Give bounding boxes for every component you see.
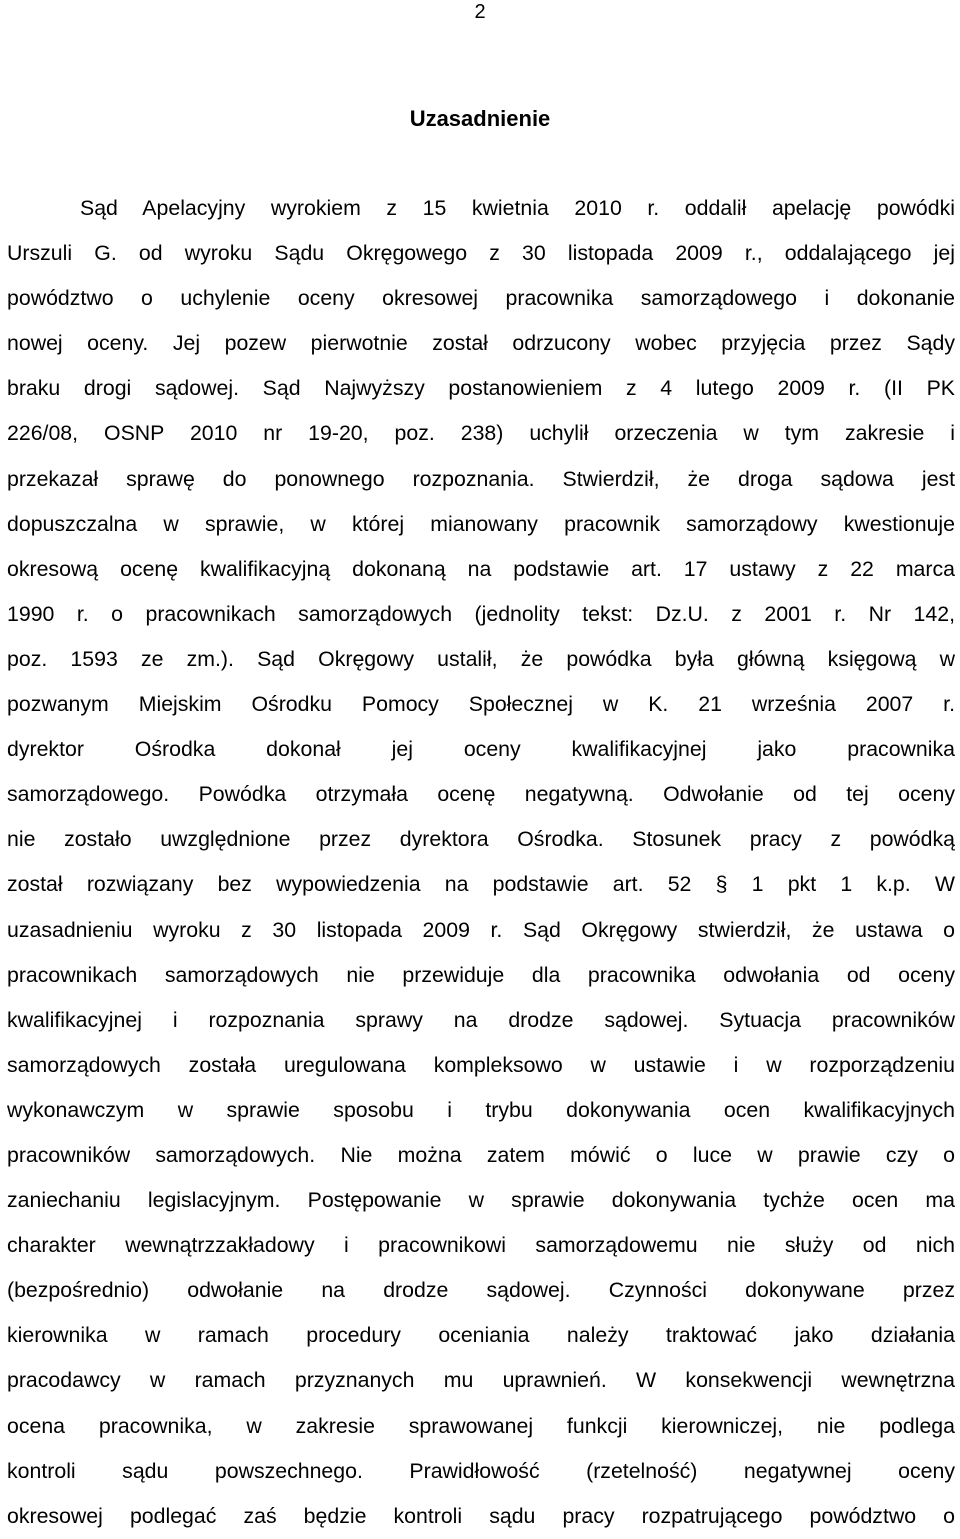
paragraph-line: został rozwiązany bez wypowiedzenia na podstawie art. 52 § 1 pkt 1 k.p. W bbox=[7, 872, 955, 897]
paragraph-line: (bezpośrednio) odwołanie na drodze sądowej. Czynności dokonywane przez bbox=[7, 1278, 955, 1303]
paragraph-line: pracowników samorządowych. Nie można zatem mówić o luce w prawie czy o bbox=[7, 1142, 955, 1167]
paragraph-line: Urszuli G. od wyroku Sądu Okręgowego z 30 listopada 2009 r., oddalającego jej bbox=[7, 241, 955, 266]
paragraph-line: pozwanym Miejskim Ośrodku Pomocy Społecznej w K. 21 września 2007 r. bbox=[7, 692, 955, 717]
paragraph-line: samorządowego. Powódka otrzymała ocenę negatywną. Odwołanie od tej oceny bbox=[7, 782, 955, 807]
paragraph-line: braku drogi sądowej. Sąd Najwyższy postanowieniem z 4 lutego 2009 r. (II PK bbox=[7, 376, 955, 401]
paragraph-line: pracownikach samorządowych nie przewiduje dla pracownika odwołania od oceny bbox=[7, 962, 955, 987]
document-title: Uzasadnienie bbox=[409, 106, 551, 131]
paragraph-line: 1990 r. o pracownikach samorządowych (jednolity tekst: Dz.U. z 2001 r. Nr 142, bbox=[7, 601, 955, 626]
paragraph-line: powództwo o uchylenie oceny okresowej pracownika samorządowego i dokonanie bbox=[7, 286, 955, 311]
page-number: 2 bbox=[474, 1, 486, 23]
paragraph-line: dopuszczalna w sprawie, w której mianowany pracownik samorządowy kwestionuje bbox=[7, 511, 955, 536]
paragraph-line: uzasadnieniu wyroku z 30 listopada 2009 r. Sąd Okręgowy stwierdził, że ustawa o bbox=[7, 917, 955, 942]
paragraph-line: pracodawcy w ramach przyznanych mu uprawnień. W konsekwencji wewnętrzna bbox=[7, 1368, 955, 1393]
paragraph-line: nowej oceny. Jej pozew pierwotnie został odrzucony wobec przyjęcia przez Sądy bbox=[7, 331, 955, 356]
paragraph-line: kwalifikacyjnej i rozpoznania sprawy na drodze sądowej. Sytuacja pracowników bbox=[7, 1007, 955, 1032]
paragraph-line: Sąd Apelacyjny wyrokiem z 15 kwietnia 2010 r. oddalił apelację powódki bbox=[80, 196, 955, 220]
paragraph-line: ocena pracownika, w zakresie sprawowanej funkcji kierowniczej, nie podlega bbox=[7, 1413, 955, 1438]
paragraph-line: poz. 1593 ze zm.). Sąd Okręgowy ustalił, że powódka była główną księgową w bbox=[7, 646, 955, 671]
paragraph-line: nie zostało uwzględnione przez dyrektora Ośrodka. Stosunek pracy z powódką bbox=[7, 827, 955, 852]
paragraph-line: kierownika w ramach procedury oceniania należy traktować jako działania bbox=[7, 1323, 955, 1348]
paragraph-line: okresową ocenę kwalifikacyjną dokonaną na podstawie art. 17 ustawy z 22 marca bbox=[7, 556, 955, 581]
paragraph-line: charakter wewnątrzzakładowy i pracownikowi samorządowemu nie służy od nich bbox=[7, 1233, 955, 1258]
paragraph-line: okresowej podlegać zaś będzie kontroli sądu pracy rozpatrującego powództwo o bbox=[7, 1503, 955, 1528]
paragraph-line: 226/08, OSNP 2010 nr 19-20, poz. 238) uchylił orzeczenia w tym zakresie i bbox=[7, 421, 955, 446]
paragraph-line: wykonawczym w sprawie sposobu i trybu dokonywania ocen kwalifikacyjnych bbox=[7, 1097, 955, 1122]
justification-paragraph bbox=[7, 186, 955, 1539]
paragraph-line: przekazał sprawę do ponownego rozpoznania. Stwierdził, że droga sądowa jest bbox=[7, 466, 955, 491]
paragraph-line: zaniechaniu legislacyjnym. Postępowanie w sprawie dokonywania tychże ocen ma bbox=[7, 1188, 955, 1213]
paragraph-line: kontroli sądu powszechnego. Prawidłowość (rzetelność) negatywnej oceny bbox=[7, 1458, 955, 1483]
paragraph-line: dyrektor Ośrodka dokonał jej oceny kwalifikacyjnej jako pracownika bbox=[7, 737, 955, 762]
paragraph-line: samorządowych została uregulowana kompleksowo w ustawie i w rozporządzeniu bbox=[7, 1052, 955, 1077]
